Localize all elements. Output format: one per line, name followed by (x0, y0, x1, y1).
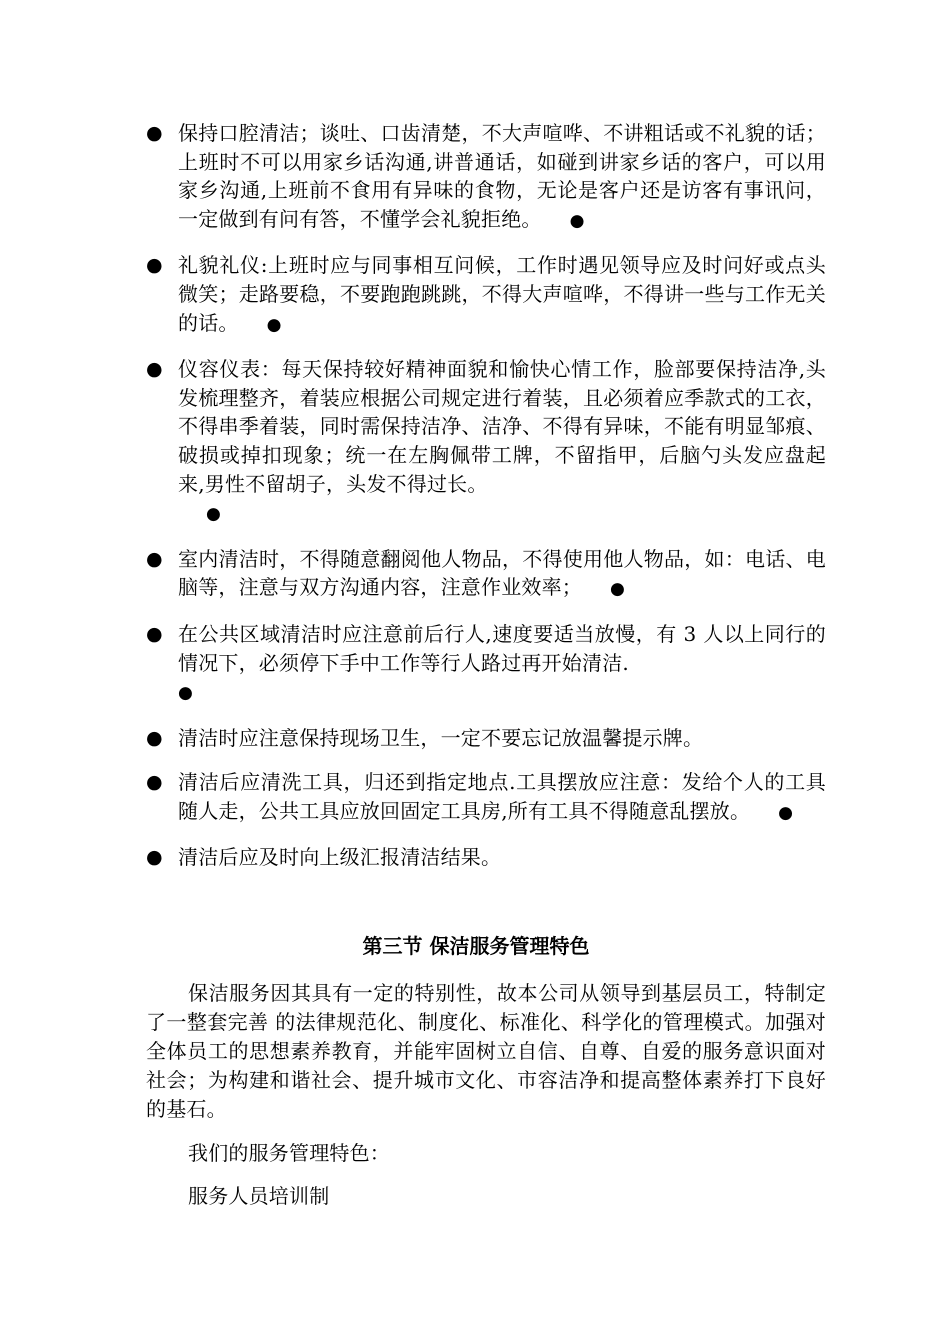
list-item (146, 355, 826, 529)
list-item (146, 119, 826, 235)
list-item-text: 清洁时应注意保持现场卫生，一定不要忘记放温馨提示牌。 (178, 725, 704, 750)
list-item-text: 仪容仪表：每天保持较好精神面貌和愉快心情工作，脸部要保持洁净,头发梳理整齐，着装应根据公司规定进行着装，且必须着应季款式的工衣，不得串季着装，同时需保持洁净、洁净、不得有异味，不能有明显邹痕、破损或掉扣现象；统一在左胸佩带工牌，不留指甲，后脑勺头发应盘起来,男性不留胡子，头发不得过长。 (178, 357, 826, 496)
trailing-bullet-mark: ● (266, 314, 282, 335)
trailing-bullet-mark: ● (778, 802, 794, 823)
list-item-text: 室内清洁时，不得随意翻阅他人物品，不得使用他人物品，如：电话、电脑等，注意与双方沟通内容，注意作业效率； (178, 546, 826, 600)
list-item (146, 724, 826, 753)
bullet-dot-icon: ● (146, 771, 163, 794)
bullet-list (146, 119, 826, 888)
list-item-text: 礼貌礼仪:上班时应与同事相互问候，工作时遇见领导应及时问好或点头微笑；走路要稳，不要跑跑跳跳，不得大声喧哗，不得讲一些与工作无关的话。 (178, 253, 826, 335)
bullet-dot-icon: ● (146, 846, 163, 869)
training-paragraph: 服务人员培训制 (188, 1184, 330, 1208)
bullet-dot-icon: ● (146, 622, 163, 645)
trailing-bullet-mark: ● (610, 579, 626, 600)
list-item (146, 251, 826, 339)
list-item-text: 清洁后应及时向上级汇报清洁结果。 (178, 845, 502, 870)
bullet-dot-icon: ● (146, 726, 163, 749)
trailing-bullet-mark: ● (178, 683, 194, 704)
list-item-text: 保持口腔清洁；谈吐、口齿清楚，不大声喧哗、不讲粗话或不礼貌的话；上班时不可以用家乡话沟通,讲普通话，如碰到讲家乡话的客户，可以用家乡沟通,上班前不食用有异味的食物，无论是客户还是访客有事讯问，一定做到有问有答，不懂学会礼貌拒绝。 (178, 121, 826, 231)
bullet-dot-icon: ● (146, 122, 163, 144)
trailing-bullet-mark: ● (206, 504, 222, 525)
section-heading: 第三节 保洁服务管理特色 (362, 934, 590, 958)
bullet-dot-icon: ● (146, 254, 163, 277)
bullet-dot-icon: ● (146, 358, 163, 381)
list-item (146, 545, 826, 604)
list-item-text: 清洁后应清洗工具，归还到指定地点.工具摆放应注意：发给个人的工具随人走，公共工具应放回固定工具房,所有工具不得随意乱摆放。 (178, 770, 826, 823)
list-item-text: 在公共区域清洁时应注意前后行人,速度要适当放慢，有 3 人以上同行的情况下，必须停下手中工作等行人路过再开始清洁. (178, 621, 826, 675)
feature-paragraph: 我们的服务管理特色： (188, 1141, 390, 1165)
list-item (146, 768, 826, 827)
list-item (146, 620, 826, 708)
bullet-dot-icon: ● (146, 547, 163, 570)
list-item (146, 843, 826, 872)
intro-paragraph: 保洁服务因其具有一定的特别性，故本公司从领导到基层员工，特制定了一整套完善 的法律规范化、制度化、标准化、科学化的管理模式。加强对全体员工的思想素养教育，并能牢固树立自信、自尊、自爱的服务意识面对社会；为构建和谐社会、提升城市文化、市容洁净和提高整体素养打下良好的基石。 (146, 981, 826, 1121)
trailing-bullet-mark: ● (569, 210, 585, 231)
